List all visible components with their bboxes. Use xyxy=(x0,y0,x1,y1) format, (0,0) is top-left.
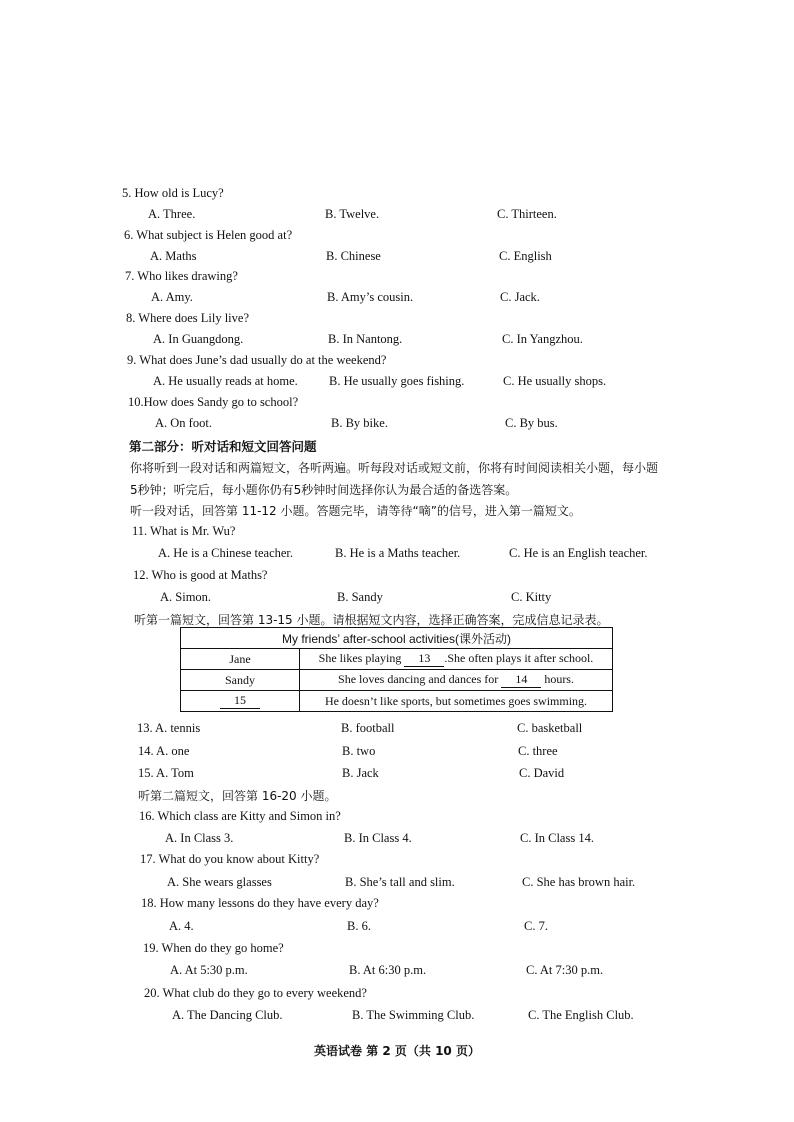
option-6b: B. Chinese xyxy=(326,249,381,263)
table-title-row xyxy=(181,628,613,649)
table-row xyxy=(181,691,613,712)
option-18c: C. 7. xyxy=(524,919,548,933)
option-7b: B. Amy’s cousin. xyxy=(327,290,414,304)
passage2-note: 听第二篇短文，回答第 16-20 小题。 xyxy=(138,789,337,803)
option-19a: A. At 5:30 p.m. xyxy=(170,963,248,977)
option-19b: B. At 6:30 p.m. xyxy=(349,963,427,977)
option-20a: A. The Dancing Club. xyxy=(172,1008,283,1022)
option-14b: B. two xyxy=(342,744,376,758)
option-17a: A. She wears glasses xyxy=(167,875,272,889)
table-name-cell: Jane xyxy=(181,649,300,670)
option-18b: B. 6. xyxy=(347,919,371,933)
blank-13: 13 xyxy=(404,651,444,667)
option-16b: B. In Class 4. xyxy=(344,831,412,845)
page-footer: 英语试卷 第 2 页（共 10 页） xyxy=(314,1044,480,1058)
option-18a: A. 4. xyxy=(169,919,194,933)
option-8b: B. In Nantong. xyxy=(328,332,403,346)
option-7a: A. Amy. xyxy=(151,290,193,304)
option-12c: C. Kitty xyxy=(511,590,552,604)
question-8: 8. Where does Lily live? xyxy=(126,311,249,325)
part2-instruction-2: 5秒钟；听完后，每小题你仍有5秒钟时间选择你认为最合适的备选答案。 xyxy=(130,483,518,497)
option-13c: C. basketball xyxy=(517,721,583,735)
table-title: My friends’ after-school activities(课外活动) xyxy=(181,628,613,649)
option-13a: 13. A. tennis xyxy=(137,721,201,735)
question-12: 12. Who is good at Maths? xyxy=(133,568,268,582)
question-7: 7. Who likes drawing? xyxy=(125,269,238,283)
option-17b: B. She’s tall and slim. xyxy=(345,875,455,889)
question-9: 9. What does June’s dad usually do at the weekend? xyxy=(127,353,387,367)
option-15b: B. Jack xyxy=(342,766,379,780)
option-7c: C. Jack. xyxy=(500,290,540,304)
passage1-note: 听第一篇短文，回答第 13-15 小题。请根据短文内容，选择正确答案，完成信息记录表。 xyxy=(134,613,609,627)
option-5a: A. Three. xyxy=(148,207,196,221)
option-16c: C. In Class 14. xyxy=(520,831,594,845)
question-11: 11. What is Mr. Wu? xyxy=(132,524,236,538)
option-17c: C. She has brown hair. xyxy=(522,875,636,889)
option-5b: B. Twelve. xyxy=(325,207,380,221)
question-10: 10.How does Sandy go to school? xyxy=(128,395,299,409)
table-info-cell: She loves dancing and dances for 14 hours. xyxy=(300,670,613,691)
option-19c: C. At 7:30 p.m. xyxy=(526,963,604,977)
option-9a: A. He usually reads at home. xyxy=(153,374,298,388)
question-5: 5. How old is Lucy? xyxy=(122,186,224,200)
option-8a: A. In Guangdong. xyxy=(153,332,244,346)
option-11a: A. He is a Chinese teacher. xyxy=(158,546,294,560)
table-info-cell: He doesn’t like sports, but sometimes goes swimming. xyxy=(300,691,613,712)
option-13b: B. football xyxy=(341,721,395,735)
option-6c: C. English xyxy=(499,249,552,263)
question-17: 17. What do you know about Kitty? xyxy=(140,852,320,866)
option-15c: C. David xyxy=(519,766,565,780)
option-12b: B. Sandy xyxy=(337,590,383,604)
option-16a: A. In Class 3. xyxy=(165,831,234,845)
table-row xyxy=(181,649,613,670)
option-11c: C. He is an English teacher. xyxy=(509,546,648,560)
question-20: 20. What club do they go to every weekend? xyxy=(144,986,367,1000)
table-info-cell: She likes playing 13 .She often plays it after school. xyxy=(300,649,613,670)
question-16: 16. Which class are Kitty and Simon in? xyxy=(139,809,341,823)
question-19: 19. When do they go home? xyxy=(143,941,284,955)
blank-14: 14 xyxy=(501,672,541,688)
option-10c: C. By bus. xyxy=(505,416,558,430)
table-name-cell: Sandy xyxy=(181,670,300,691)
option-8c: C. In Yangzhou. xyxy=(502,332,583,346)
question-18: 18. How many lessons do they have every day? xyxy=(141,896,379,910)
question-6: 6. What subject is Helen good at? xyxy=(124,228,293,242)
option-20b: B. The Swimming Club. xyxy=(352,1008,475,1022)
option-12a: A. Simon. xyxy=(160,590,212,604)
dialogue-note: 听一段对话，回答第 11-12 小题。答题完毕，请等待“嘀”的信号，进入第一篇短文。 xyxy=(130,504,581,518)
option-10b: B. By bike. xyxy=(331,416,388,430)
table-row xyxy=(181,670,613,691)
option-15a: 15. A. Tom xyxy=(138,766,194,780)
table-name-cell xyxy=(181,691,300,712)
part2-instruction-1: 你将听到一段对话和两篇短文，各听两遍。听每段对话或短文前，你将有时间阅读相关小题，每小题 xyxy=(130,461,659,475)
option-6a: A. Maths xyxy=(150,249,197,263)
option-5c: C. Thirteen. xyxy=(497,207,557,221)
option-14a: 14. A. one xyxy=(138,744,190,758)
blank-15: 15 xyxy=(220,693,260,709)
option-11b: B. He is a Maths teacher. xyxy=(335,546,461,560)
part2-heading: 第二部分：听对话和短文回答问题 xyxy=(129,439,317,454)
option-9b: B. He usually goes fishing. xyxy=(329,374,465,388)
info-record-table xyxy=(180,627,613,712)
option-14c: C. three xyxy=(518,744,558,758)
option-10a: A. On foot. xyxy=(155,416,212,430)
option-9c: C. He usually shops. xyxy=(503,374,607,388)
option-20c: C. The English Club. xyxy=(528,1008,634,1022)
